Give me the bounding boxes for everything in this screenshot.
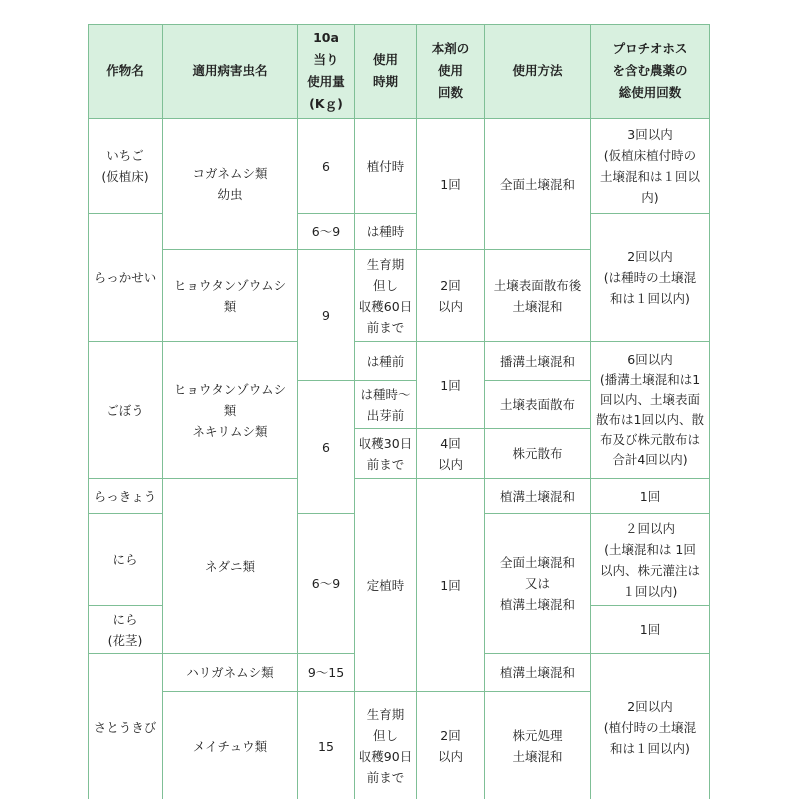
crop-cell: らっきょう	[88, 479, 163, 514]
count-cell: 2回 以内	[417, 692, 485, 801]
header-amount: 10a 当り 使用量 (Kｇ)	[298, 24, 355, 119]
crop-cell: ごぼう	[88, 342, 163, 479]
header-method: 使用方法	[485, 24, 591, 119]
total-cell: 2回以内 (植付時の土壌混 和は１回以内)	[591, 654, 710, 801]
total-cell: 6回以内 (播溝土壌混和は1 回以内、土壌表面 散布は1回以内、散 布及び株元散布は 合計4回以内)	[591, 342, 710, 479]
count-cell: 1回	[417, 119, 485, 250]
method-cell: 全面土壌混和 又は 植溝土壌混和	[485, 514, 591, 654]
timing-cell: 生育期 但し 収穫90日 前まで	[355, 692, 417, 801]
pest-cell: コガネムシ類 幼虫	[163, 119, 298, 250]
crop-cell: らっかせい	[88, 214, 163, 342]
total-cell: ２回以内 (土壌混和は 1回 以内、株元灌注は １回以内)	[591, 514, 710, 606]
method-cell: 植溝土壌混和	[485, 654, 591, 692]
method-cell: 土壌表面散布後 土壌混和	[485, 250, 591, 342]
count-cell: 2回 以内	[417, 250, 485, 342]
amount-cell: 6	[298, 381, 355, 514]
timing-cell: 収穫30日 前まで	[355, 429, 417, 479]
timing-cell: は種時	[355, 214, 417, 250]
total-cell: 3回以内 (仮植床植付時の 土壌混和は１回以 内)	[591, 119, 710, 214]
amount-cell: 6〜9	[298, 214, 355, 250]
total-cell: 2回以内 (は種時の土壌混 和は１回以内)	[591, 214, 710, 342]
header-timing: 使用 時期	[355, 24, 417, 119]
pesticide-usage-table	[88, 24, 710, 801]
header-total: プロチオホス を含む農薬の 総使用回数	[591, 24, 710, 119]
timing-cell: 植付時	[355, 119, 417, 214]
method-cell: 株元処理 土壌混和	[485, 692, 591, 801]
pest-cell: ネダニ類	[163, 479, 298, 654]
method-cell: 植溝土壌混和	[485, 479, 591, 514]
timing-cell: 生育期 但し 収穫60日 前まで	[355, 250, 417, 342]
crop-cell: にら (花茎)	[88, 606, 163, 654]
header-crop: 作物名	[88, 24, 163, 119]
timing-cell: は種時〜 出芽前	[355, 381, 417, 429]
method-cell: 播溝土壌混和	[485, 342, 591, 381]
header-pest: 適用病害虫名	[163, 24, 298, 119]
amount-cell: 9〜15	[298, 654, 355, 692]
pest-cell: メイチュウ類	[163, 692, 298, 801]
total-cell: 1回	[591, 606, 710, 654]
crop-cell: いちご (仮植床)	[88, 119, 163, 214]
amount-cell: 9	[298, 250, 355, 381]
pest-cell: ヒョウタンゾウムシ 類	[163, 250, 298, 342]
method-cell: 全面土壌混和	[485, 119, 591, 250]
amount-cell: 6〜9	[298, 514, 355, 654]
total-cell: 1回	[591, 479, 710, 514]
pest-cell: ハリガネムシ類	[163, 654, 298, 692]
count-cell: 4回 以内	[417, 429, 485, 479]
count-cell: 1回	[417, 479, 485, 692]
crop-cell: にら	[88, 514, 163, 606]
timing-cell: 定植時	[355, 479, 417, 692]
amount-cell: 15	[298, 692, 355, 801]
pest-cell: ヒョウタンゾウムシ 類 ネキリムシ類	[163, 342, 298, 479]
method-cell: 土壌表面散布	[485, 381, 591, 429]
method-cell: 株元散布	[485, 429, 591, 479]
timing-cell: は種前	[355, 342, 417, 381]
count-cell: 1回	[417, 342, 485, 429]
amount-cell: 6	[298, 119, 355, 214]
crop-cell: さとうきび	[88, 654, 163, 801]
header-count: 本剤の 使用 回数	[417, 24, 485, 119]
